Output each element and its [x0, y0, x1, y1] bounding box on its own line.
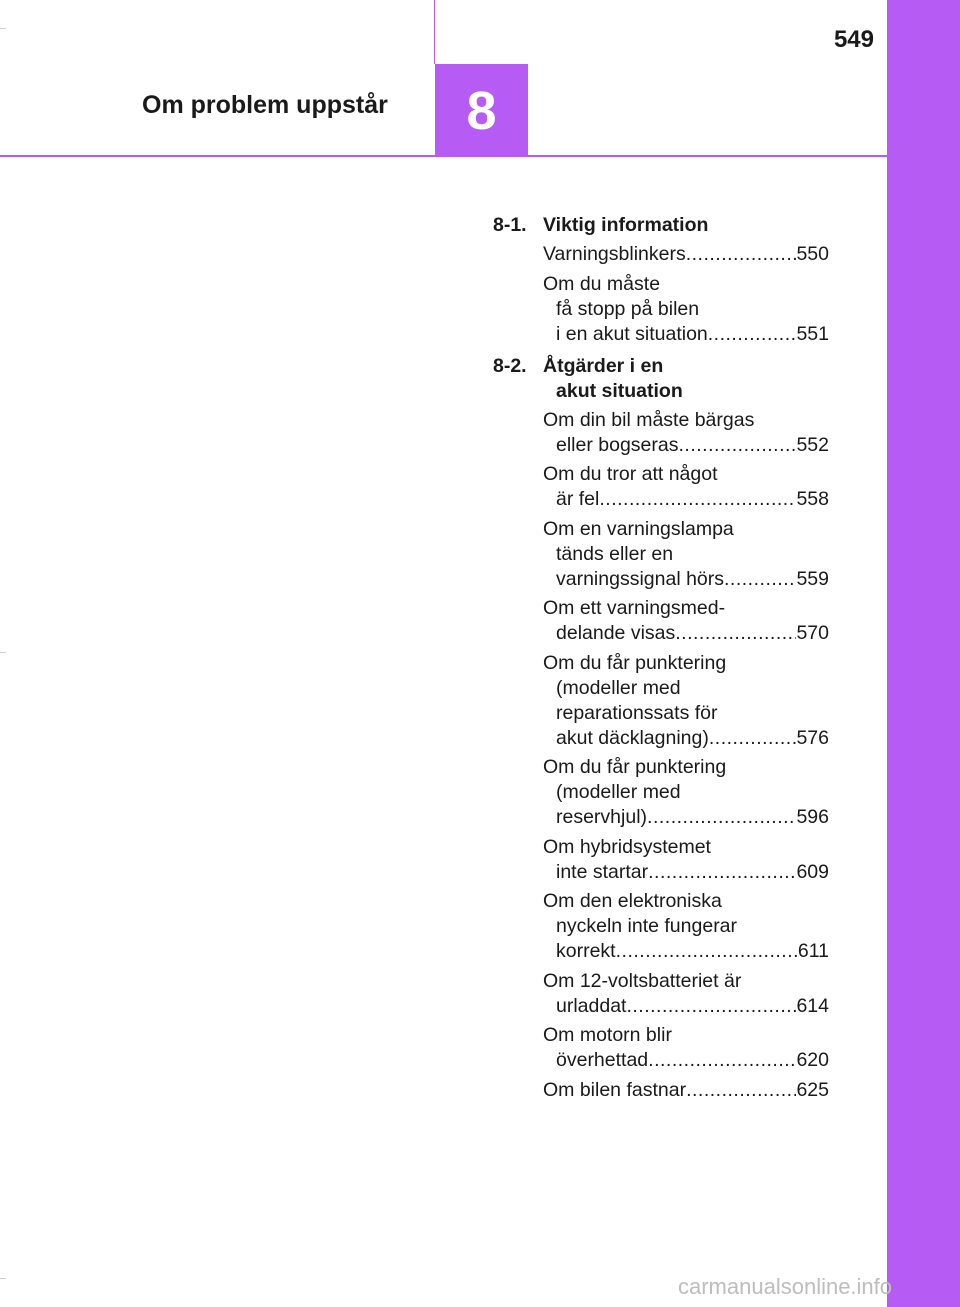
dot-leader: [599, 487, 796, 512]
page-number: 549: [833, 26, 874, 53]
dot-leader: [708, 322, 797, 347]
toc-entry-text: överhettad: [556, 1049, 649, 1071]
chapter-title: Om problem uppstår: [142, 91, 388, 119]
crop-mark: [0, 28, 6, 29]
dot-leader: [616, 939, 798, 964]
toc-entry[interactable]: [543, 755, 829, 830]
dot-leader: [724, 567, 796, 592]
dot-leader: [686, 1078, 796, 1103]
dot-leader: [648, 1048, 796, 1073]
toc-entry-page: 558: [796, 488, 829, 510]
toc-entry-text: är fel: [556, 488, 600, 510]
dot-leader: [686, 242, 797, 267]
toc-section-title: Åtgärder i en akut situation: [543, 354, 683, 402]
toc-entry-text: eller bogseras: [556, 433, 679, 456]
toc-entry-page: 552: [796, 433, 829, 456]
toc-entry-text: reparationssats för: [556, 701, 718, 724]
dot-leader: [709, 726, 797, 751]
toc-entry-text: reservhjul): [556, 806, 648, 828]
toc-entry[interactable]: [543, 835, 829, 885]
toc-section-heading: [493, 213, 829, 238]
toc-entry-text: inte startar: [556, 860, 649, 883]
table-of-contents: [493, 213, 829, 1103]
toc-entry-text: nyckeln inte fungerar: [556, 915, 738, 937]
toc-entry-text: i en akut situation: [556, 322, 708, 345]
toc-section: [493, 354, 829, 1103]
dot-leader: [648, 860, 796, 885]
chapter-number-box: 8: [435, 64, 528, 157]
toc-entry-page: 625: [796, 1078, 829, 1101]
toc-entry-page: 559: [796, 567, 829, 590]
watermark: carmanualsonline.info: [678, 1274, 893, 1299]
toc-entry-text: Om du måste: [543, 272, 661, 295]
toc-entry[interactable]: [543, 969, 829, 1019]
crop-mark: [0, 1278, 6, 1279]
toc-entry-text: urladdat: [556, 994, 627, 1017]
toc-entry-page: 551: [796, 322, 829, 345]
toc-section: [493, 213, 829, 347]
toc-entry-page: 596: [796, 806, 829, 828]
toc-entry[interactable]: [543, 272, 829, 347]
toc-entry-text: Varningsblinkers: [543, 243, 686, 265]
toc-section-number: 8-2.: [493, 354, 527, 377]
toc-entry[interactable]: [543, 1023, 829, 1073]
chapter-side-tab: [887, 0, 960, 1307]
toc-entry-text: Om ett varningsmed-: [543, 597, 726, 619]
toc-entry-text: Om en varningslampa: [543, 517, 734, 540]
toc-entry-page: 620: [796, 1049, 829, 1071]
toc-entry-text: Om 12-voltsbatteriet är: [543, 969, 742, 992]
toc-entry-page: 550: [796, 243, 829, 265]
toc-entry-text: (modeller med: [556, 676, 681, 699]
toc-section-heading: [493, 354, 829, 404]
toc-entry-text: Om bilen fastnar: [543, 1078, 687, 1101]
toc-entry[interactable]: [543, 517, 829, 592]
toc-section-number: 8-1.: [493, 214, 527, 236]
dot-leader: [675, 621, 796, 646]
toc-entry-text: Om du tror att något: [543, 463, 718, 485]
toc-entry[interactable]: [543, 651, 829, 751]
toc-entry[interactable]: [543, 889, 829, 964]
toc-entry-text: Om hybridsystemet: [543, 835, 711, 858]
toc-entry-text: delande visas: [556, 622, 676, 644]
toc-entry[interactable]: [543, 408, 829, 458]
toc-entry-page: 614: [796, 994, 829, 1017]
toc-entry-text: Om du får punktering: [543, 651, 727, 674]
toc-entry-text: akut däcklagning): [556, 726, 709, 749]
toc-entry-text: få stopp på bilen: [556, 297, 700, 320]
toc-entry-text: Om motorn blir: [543, 1024, 672, 1046]
toc-entry-text: varningssignal hörs: [556, 567, 725, 590]
toc-section-title: Viktig information: [543, 214, 709, 236]
toc-entry-page: 570: [796, 622, 829, 644]
toc-entry[interactable]: [543, 1078, 829, 1103]
toc-entry-text: Om den elektroniska: [543, 890, 722, 912]
toc-entry-page: 611: [797, 940, 829, 962]
toc-entry-text: Om du får punktering: [543, 756, 727, 778]
toc-entry-text: Om din bil måste bärgas: [543, 408, 755, 431]
toc-entry[interactable]: [543, 462, 829, 512]
toc-entry-text: korrekt: [556, 940, 616, 962]
toc-entry-text: (modeller med: [556, 781, 681, 803]
dot-leader: [678, 433, 796, 458]
crop-mark: [0, 652, 6, 653]
dot-leader: [626, 994, 796, 1019]
toc-entry[interactable]: [543, 596, 829, 646]
header-divider: [434, 0, 435, 64]
dot-leader: [647, 805, 796, 830]
toc-entry-text: tänds eller en: [556, 542, 674, 565]
toc-entry-page: 609: [796, 860, 829, 883]
toc-entry[interactable]: [543, 242, 829, 267]
toc-entry-page: 576: [796, 726, 829, 749]
